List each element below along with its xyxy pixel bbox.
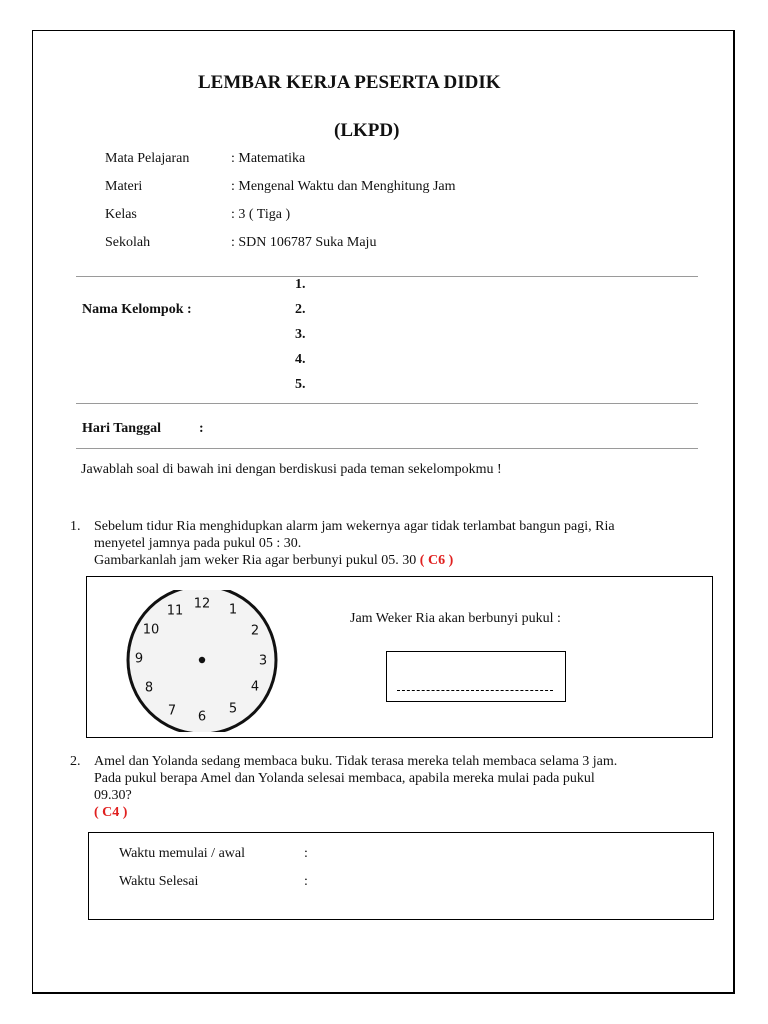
clock-icon[interactable] (125, 590, 281, 732)
group-number-1: 1. (295, 277, 306, 292)
group-number-5: 5. (295, 377, 306, 392)
question-2-number: 2. (70, 754, 81, 769)
clock-number-1: 1 (228, 602, 238, 618)
clock-number-5: 5 (228, 701, 238, 717)
group-number-2: 2. (295, 302, 306, 317)
page-title: LEMBAR KERJA PESERTA DIDIK (198, 72, 501, 93)
question-1-line3 (94, 552, 453, 570)
clock-number-6: 6 (197, 709, 207, 725)
clock-center (199, 657, 205, 663)
question-2-end-colon: : (304, 874, 308, 889)
clock-number-10: 10 (142, 622, 160, 638)
meta-label-subject: Mata Pelajaran (105, 151, 190, 166)
date-label: Hari Tanggal (82, 421, 161, 436)
clock-number-8: 8 (144, 680, 154, 696)
clock-number-3: 3 (258, 653, 268, 669)
meta-value-subject: : Matematika (231, 151, 306, 166)
divider (76, 276, 698, 277)
clock-number-2: 2 (250, 623, 260, 639)
answer-line (397, 690, 553, 691)
question-2-start-label: Waktu memulai / awal (119, 846, 245, 861)
clock-number-11: 11 (166, 603, 184, 619)
clock-number-4: 4 (250, 679, 260, 695)
question-1-answer-prompt: Jam Weker Ria akan berbunyi pukul : (350, 611, 561, 626)
meta-label-school: Sekolah (105, 235, 151, 250)
group-label: Nama Kelompok : (82, 302, 192, 317)
group-number-4: 4. (295, 352, 306, 367)
question-1-number: 1. (70, 519, 81, 534)
question-2-start-colon: : (304, 846, 308, 861)
clock-number-9: 9 (134, 651, 144, 667)
question-2-line2: Pada pukul berapa Amel dan Yolanda selesai membaca, apabila mereka mulai pada pukul (94, 771, 595, 786)
meta-label-class: Kelas (105, 207, 137, 222)
meta-value-class: : 3 ( Tiga ) (231, 207, 291, 222)
instruction-text: Jawablah soal di bawah ini dengan berdiskusi pada teman sekelompokmu ! (81, 462, 502, 477)
question-2-tag: ( C4 ) (94, 805, 128, 820)
question-1-answer-input[interactable] (386, 651, 566, 702)
question-2-line1: Amel dan Yolanda sedang membaca buku. Tidak terasa mereka telah membaca selama 3 jam. (94, 754, 618, 769)
date-colon: : (199, 421, 204, 436)
question-1-line2: menyetel jamnya pada pukul 05 : 30. (94, 536, 302, 551)
question-1-line1: Sebelum tidur Ria menghidupkan alarm jam wekernya agar tidak terlambat bangun pagi, Ria (94, 519, 615, 534)
group-number-3: 3. (295, 327, 306, 342)
divider (76, 448, 698, 449)
meta-value-school: : SDN 106787 Suka Maju (231, 235, 377, 250)
clock-number-7: 7 (167, 703, 177, 719)
clock-number-12: 12 (193, 596, 211, 612)
question-2-line3: 09.30? (94, 788, 132, 803)
divider (76, 403, 698, 404)
meta-value-material: : Mengenal Waktu dan Menghitung Jam (231, 179, 456, 194)
meta-label-material: Materi (105, 179, 143, 194)
question-1-line3-text: Gambarkanlah jam weker Ria agar berbunyi pukul 05. 30 (94, 553, 417, 568)
question-1-tag: ( C6 ) (419, 553, 454, 568)
page-subtitle: (LKPD) (334, 120, 400, 141)
question-2-end-label: Waktu Selesai (119, 874, 199, 889)
